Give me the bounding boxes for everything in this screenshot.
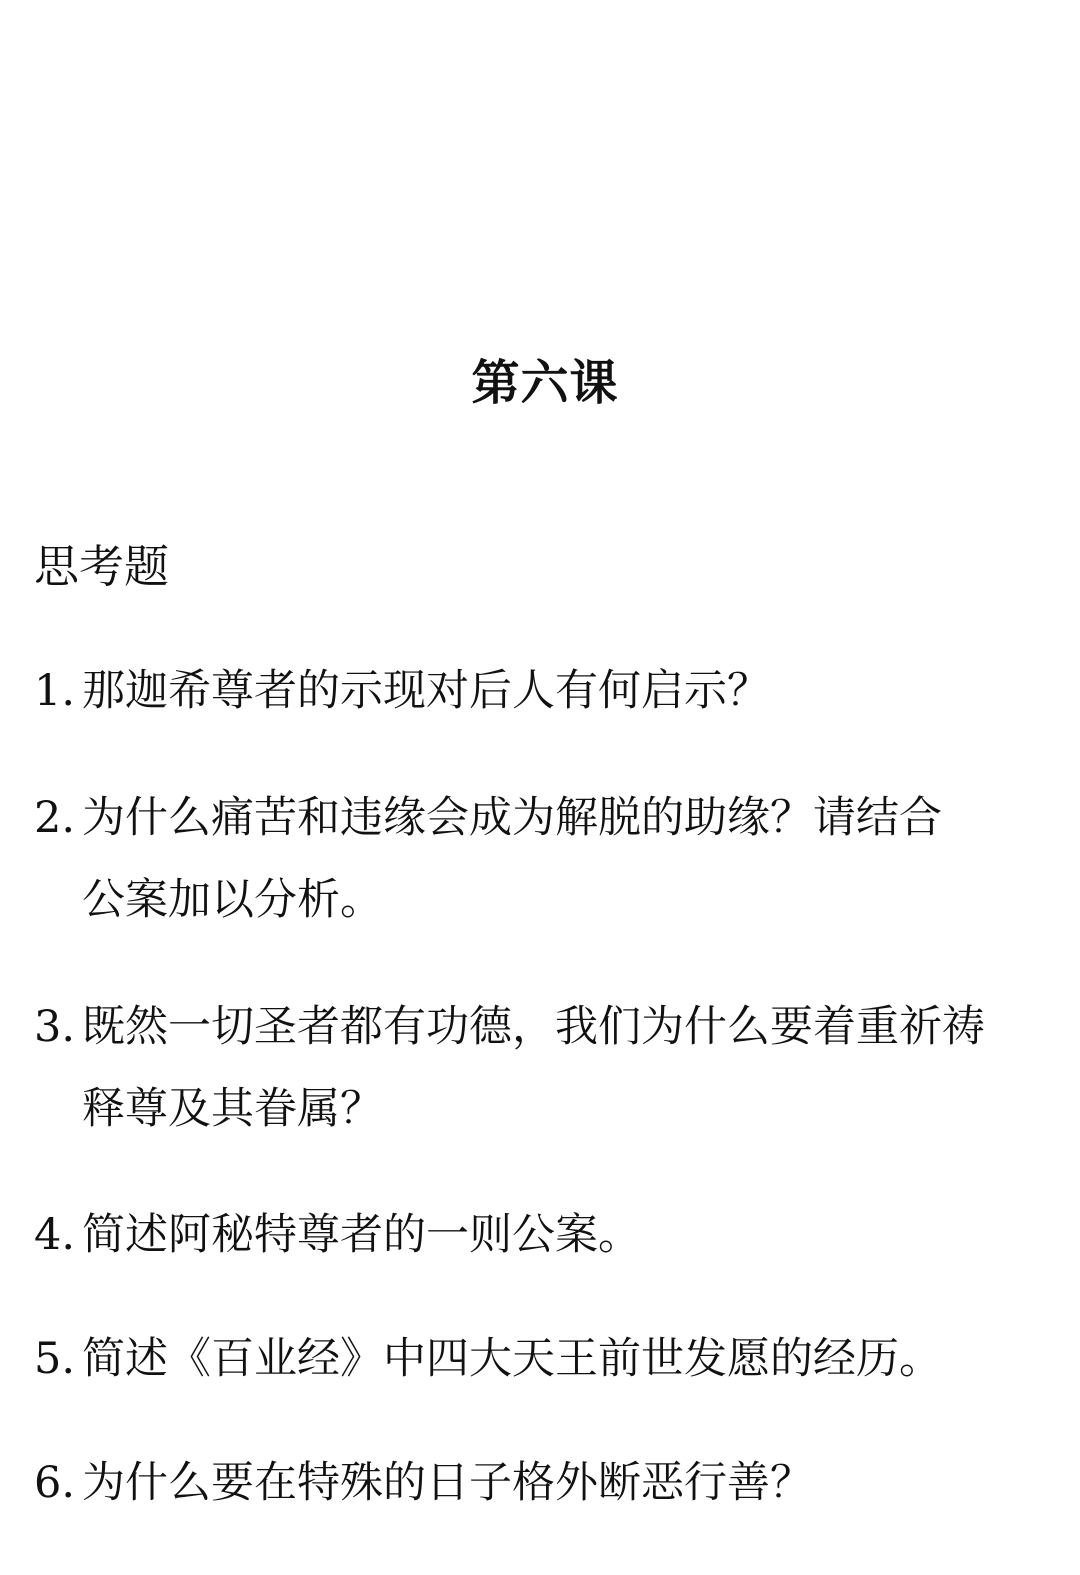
question-line bbox=[34, 986, 1064, 1068]
question-text: 为什么要在特殊的日子格外断恶行善？ bbox=[82, 1458, 813, 1508]
lesson-title: 第六课 bbox=[471, 355, 619, 411]
question-item bbox=[34, 650, 1064, 732]
question-item bbox=[34, 777, 1064, 941]
question-number: 6. bbox=[34, 1458, 76, 1508]
question-line bbox=[34, 777, 1064, 859]
question-line bbox=[34, 650, 1064, 732]
question-item bbox=[34, 1194, 1064, 1276]
section-heading: 思考题 bbox=[34, 540, 170, 593]
question-number: 1. bbox=[34, 666, 76, 716]
question-text: 简述阿秘特尊者的一则公案。 bbox=[82, 1210, 641, 1260]
question-item bbox=[34, 1442, 1064, 1524]
question-number: 5. bbox=[34, 1334, 76, 1384]
question-text: 那迦希尊者的示现对后人有何启示？ bbox=[82, 666, 770, 716]
question-text-continued: 释尊及其眷属？ bbox=[82, 1084, 383, 1134]
question-line bbox=[34, 1194, 1064, 1276]
question-number: 2. bbox=[34, 793, 76, 843]
question-text: 既然一切圣者都有功德，我们为什么要着重祈祷 bbox=[82, 1002, 985, 1052]
question-text: 为什么痛苦和违缘会成为解脱的助缘？请结合 bbox=[82, 793, 942, 843]
question-item bbox=[34, 1318, 1064, 1400]
question-line bbox=[34, 1442, 1064, 1524]
question-number: 3. bbox=[34, 1002, 76, 1052]
question-number: 4. bbox=[34, 1210, 76, 1260]
question-line bbox=[34, 1318, 1064, 1400]
question-item bbox=[34, 986, 1064, 1150]
question-text-continued: 公案加以分析。 bbox=[82, 875, 383, 925]
question-text: 简述《百业经》中四大天王前世发愿的经历。 bbox=[82, 1334, 942, 1384]
